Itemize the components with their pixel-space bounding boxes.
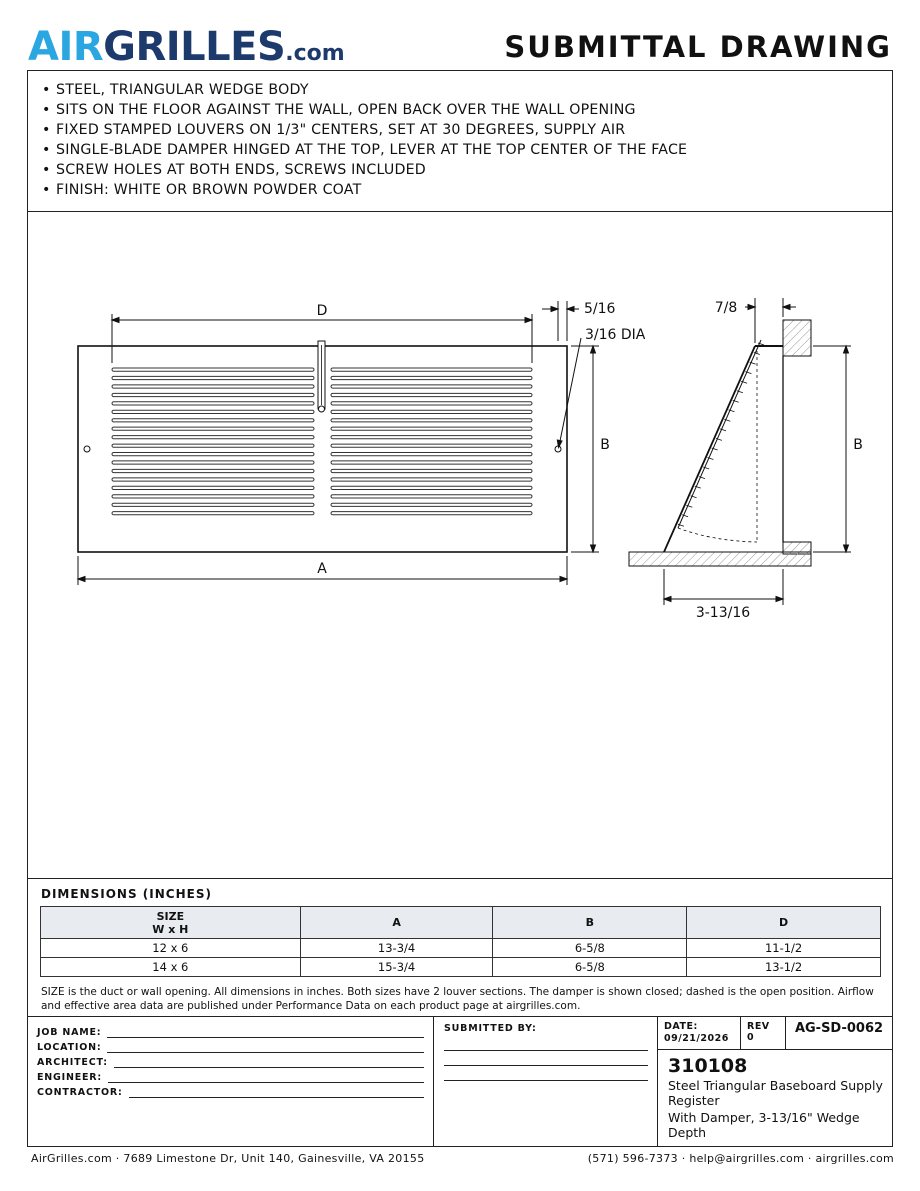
document-info xyxy=(658,1017,892,1146)
feature-item: • STEEL, TRIANGULAR WEDGE BODY xyxy=(42,80,878,100)
airgrilles-logo xyxy=(28,24,345,70)
dimension-b-side xyxy=(813,346,851,552)
page-header xyxy=(28,20,892,68)
logo-com-text: .com xyxy=(285,41,345,66)
product-description xyxy=(668,1078,888,1142)
dimension-d-label: D xyxy=(316,303,328,319)
field-label: ARCHITECT: xyxy=(37,1057,108,1068)
feature-item: • SCREW HOLES AT BOTH ENDS, SCREWS INCLUDED xyxy=(42,160,878,180)
technical-drawing xyxy=(28,212,892,876)
date-cell xyxy=(658,1017,741,1050)
field-architect xyxy=(37,1053,433,1068)
fill-in-line[interactable] xyxy=(107,1043,424,1053)
fill-in-line[interactable] xyxy=(107,1028,424,1038)
project-info xyxy=(28,1017,434,1146)
damper-open-position xyxy=(678,528,757,542)
hole-diameter-label: 3/16 DIA xyxy=(585,327,646,343)
cell-a: 13-3/4 xyxy=(300,939,493,958)
footer-contact: (571) 596-7373 · help@airgrilles.com · airgrilles.com xyxy=(587,1152,894,1165)
fill-in-line[interactable] xyxy=(129,1088,424,1098)
front-view xyxy=(78,301,646,585)
side-view xyxy=(629,298,863,621)
dimensions-note: SIZE is the duct or wall opening. All dimensions in inches. Both sizes have 2 louver sections. The damper is shown closed; dashed is the open position. Airflow and effective area data are published under Performance Data on each product page at airgrilles.com. xyxy=(41,986,874,1012)
submittal-sheet xyxy=(27,70,893,1147)
submitted-by-box xyxy=(434,1017,658,1146)
field-label: ENGINEER: xyxy=(37,1072,103,1083)
dimensions-table xyxy=(40,906,881,977)
table-row xyxy=(41,958,881,977)
signature-line[interactable] xyxy=(444,1036,648,1051)
table-row xyxy=(41,939,881,958)
cell-b: 6-5/8 xyxy=(493,939,687,958)
revision-cell: REV 0 xyxy=(741,1017,786,1050)
dimension-depth xyxy=(664,569,783,605)
field-location xyxy=(37,1038,433,1053)
dimension-b-front xyxy=(571,346,599,552)
date-value: 09/21/2026 xyxy=(664,1033,729,1044)
column-header-a: A xyxy=(300,907,493,939)
model-number: 310108 xyxy=(668,1055,748,1077)
size-header-line1: SIZE xyxy=(156,909,185,923)
logo-grilles-text: GRILLES xyxy=(103,24,286,70)
dimension-b-front-label: B xyxy=(600,437,610,453)
cell-b: 6-5/8 xyxy=(493,958,687,977)
column-header-d: D xyxy=(687,907,881,939)
drawing-area xyxy=(28,212,892,878)
feature-item: • SITS ON THE FLOOR AGAINST THE WALL, OPEN BACK OVER THE WALL OPENING xyxy=(42,100,878,120)
field-contractor xyxy=(37,1083,433,1098)
table-header-row xyxy=(41,907,881,939)
document-title: SUBMITTAL DRAWING xyxy=(504,30,892,64)
dimension-hole-offset xyxy=(542,301,579,341)
cell-d: 11-1/2 xyxy=(687,939,881,958)
damper-lever-icon xyxy=(318,341,325,412)
floor-section xyxy=(629,552,811,566)
signature-line[interactable] xyxy=(444,1051,648,1066)
cell-a: 15-3/4 xyxy=(300,958,493,977)
column-header-size xyxy=(41,907,301,939)
field-engineer xyxy=(37,1068,433,1083)
field-label: CONTRACTOR: xyxy=(37,1087,123,1098)
footer-address: AirGrilles.com · 7689 Limestone Dr, Unit 140, Gainesville, VA 20155 xyxy=(31,1152,425,1165)
title-block xyxy=(28,1017,892,1146)
cell-d: 13-1/2 xyxy=(687,958,881,977)
document-number: AG-SD-0062 xyxy=(786,1017,892,1050)
description-line: With Damper, 3-13/16" Wedge Depth xyxy=(668,1110,860,1140)
logo-air-text: AIR xyxy=(28,24,104,70)
description-line: Steel Triangular Baseboard Supply Register xyxy=(668,1078,883,1108)
field-label: JOB NAME: xyxy=(37,1027,102,1038)
signature-line[interactable] xyxy=(444,1066,648,1081)
dimension-hole-offset-label: 5/16 xyxy=(584,301,616,317)
field-job-name xyxy=(37,1023,433,1038)
wall-upper-section xyxy=(783,320,811,356)
dimension-a-label: A xyxy=(317,561,327,577)
feature-item: • FIXED STAMPED LOUVERS ON 1/3" CENTERS, SET AT 30 DEGREES, SUPPLY AIR xyxy=(42,120,878,140)
feature-item: • FINISH: WHITE OR BROWN POWDER COAT xyxy=(42,180,878,200)
field-label: LOCATION: xyxy=(37,1042,102,1053)
feature-item: • SINGLE-BLADE DAMPER HINGED AT THE TOP, LEVER AT THE TOP CENTER OF THE FACE xyxy=(42,140,878,160)
cell-size: 14 x 6 xyxy=(41,958,301,977)
size-header-line2: W x H xyxy=(152,922,189,936)
screw-hole-left xyxy=(84,446,90,452)
dimension-depth-label: 3-13/16 xyxy=(695,605,751,621)
dimension-b-side-label: B xyxy=(853,437,863,453)
fill-in-line[interactable] xyxy=(108,1073,424,1083)
dimensions-section xyxy=(28,878,892,1017)
date-label: DATE: xyxy=(664,1021,698,1032)
cell-size: 12 x 6 xyxy=(41,939,301,958)
feature-list xyxy=(42,80,878,200)
features-section xyxy=(28,71,892,212)
column-header-b: B xyxy=(493,907,687,939)
fill-in-line[interactable] xyxy=(114,1058,424,1068)
dimension-top-flange-label: 7/8 xyxy=(714,300,738,316)
submitted-by-label: SUBMITTED BY: xyxy=(444,1023,537,1034)
dimensions-heading: DIMENSIONS (INCHES) xyxy=(41,887,212,901)
